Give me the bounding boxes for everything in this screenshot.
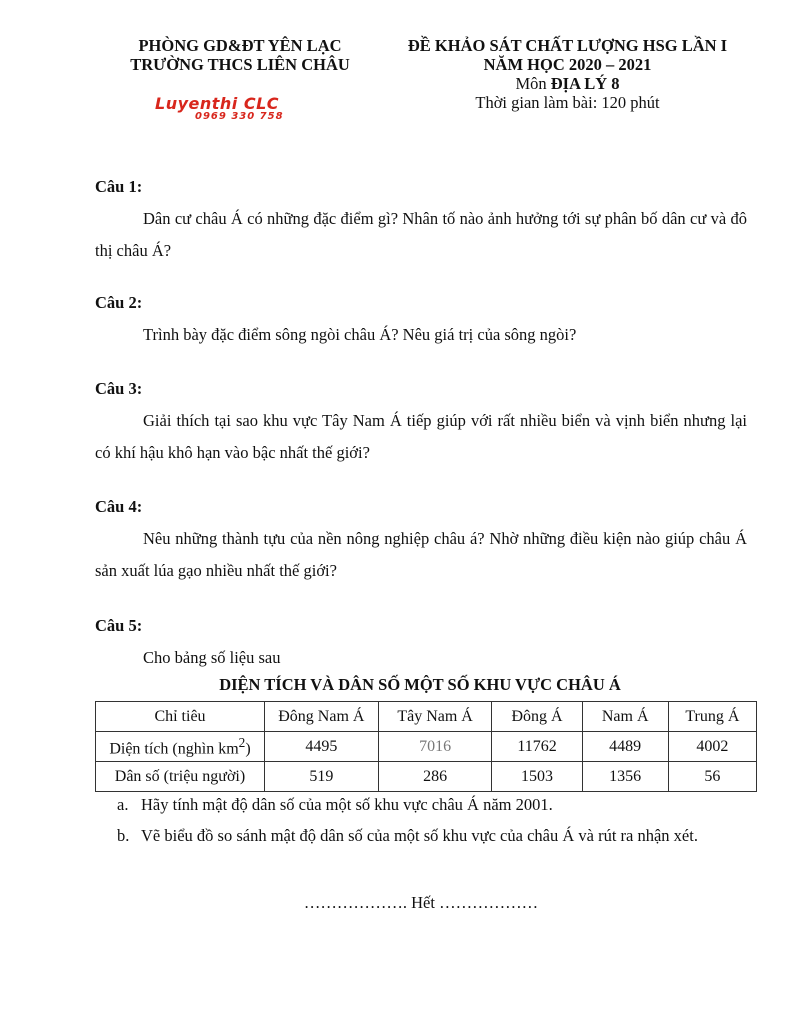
school-name: TRƯỜNG THCS LIÊN CHÂU <box>130 55 350 74</box>
table-header-cell: Đông Nam Á <box>264 702 378 732</box>
question-text: Dân cư châu Á có những đặc điểm gì? Nhân tố nào ảnh hưởng tới sự phân bố dân cư và đô thị châu Á? <box>95 209 747 260</box>
school-year: NĂM HỌC 2020 – 2021 <box>483 55 652 74</box>
row-label-text: Diện tích (nghìn km <box>109 740 239 758</box>
table-header-row <box>96 702 757 732</box>
question-title: Câu 3: <box>95 379 143 398</box>
row-label-area <box>96 732 265 762</box>
subject-line <box>395 74 740 93</box>
question-title: Câu 2: <box>95 293 143 312</box>
subpart-label: b. <box>117 826 130 845</box>
table-cell: 7016 <box>378 732 492 762</box>
question-title: Câu 1: <box>95 177 143 196</box>
question-4 <box>95 491 747 587</box>
exam-title: ĐỀ KHẢO SÁT CHẤT LƯỢNG HSG LẦN I <box>407 36 728 55</box>
school-info <box>95 36 385 74</box>
table-header-cell: Chỉ tiêu <box>96 702 265 732</box>
question-title: Câu 4: <box>95 497 143 516</box>
table-cell: 4489 <box>582 732 668 762</box>
question-title: Câu 5: <box>95 616 143 635</box>
subject-name: ĐỊA LÝ 8 <box>550 74 620 93</box>
watermark-stamp <box>155 94 315 122</box>
question-text: Nêu những thành tựu của nền nông nghiệp châu á? Nhờ những điều kiện nào giúp châu Á sản xuất lúa gạo nhiều nhất thế giới? <box>95 529 747 580</box>
question-1 <box>95 171 747 267</box>
question-3 <box>95 373 747 469</box>
table-row <box>96 762 757 792</box>
table-cell: 4002 <box>668 732 756 762</box>
question-text: Cho bảng số liệu sau <box>143 648 281 667</box>
table-cell: 286 <box>378 762 492 792</box>
table-cell: 519 <box>264 762 378 792</box>
stamp-name: Luyenthi CLC <box>155 94 280 113</box>
subject-prefix: Môn <box>515 74 551 93</box>
subpart-text: Vẽ biểu đồ so sánh mật độ dân số của một số khu vực của châu Á và rút ra nhận xét. <box>141 826 698 845</box>
subpart-label: a. <box>117 795 129 814</box>
row-label-population: Dân số (triệu người) <box>96 762 265 792</box>
table-cell: 1356 <box>582 762 668 792</box>
stamp-phone: 0969 330 758 <box>195 111 284 122</box>
table-header-cell: Tây Nam Á <box>378 702 492 732</box>
table-header-cell: Nam Á <box>582 702 668 732</box>
subpart-b <box>117 825 698 847</box>
department-name: PHÒNG GD&ĐT YÊN LẠC <box>138 36 342 55</box>
subpart-text: Hãy tính mật độ dân số của một số khu vực châu Á năm 2001. <box>141 795 553 814</box>
question-text: Giải thích tại sao khu vực Tây Nam Á tiếp giúp với rất nhiều biển và vịnh biển nhưng lại có khí hậu khô hạn vào bậc nhất thế giới? <box>95 411 747 462</box>
table-header-cell: Đông Á <box>492 702 582 732</box>
table-cell: 1503 <box>492 762 582 792</box>
end-marker: ………………. Hết ……………… <box>303 893 539 912</box>
table-row <box>96 732 757 762</box>
question-text: Trình bày đặc điểm sông ngòi châu Á? Nêu giá trị của sông ngòi? <box>143 325 577 344</box>
subpart-a <box>117 794 553 816</box>
exam-info <box>395 36 740 112</box>
time-limit: Thời gian làm bài: 120 phút <box>475 93 660 112</box>
table-cell: 56 <box>668 762 756 792</box>
table-title: DIỆN TÍCH VÀ DÂN SỐ MỘT SỐ KHU VỰC CHÂU Á <box>219 675 621 694</box>
question-2 <box>95 287 747 351</box>
table-cell: 11762 <box>492 732 582 762</box>
document-header <box>0 36 800 126</box>
data-table <box>95 701 757 792</box>
unit-superscript: 2 <box>238 734 246 750</box>
row-label-close: ) <box>245 740 251 758</box>
table-cell: 4495 <box>264 732 378 762</box>
table-header-cell: Trung Á <box>668 702 756 732</box>
question-5 <box>95 610 747 674</box>
